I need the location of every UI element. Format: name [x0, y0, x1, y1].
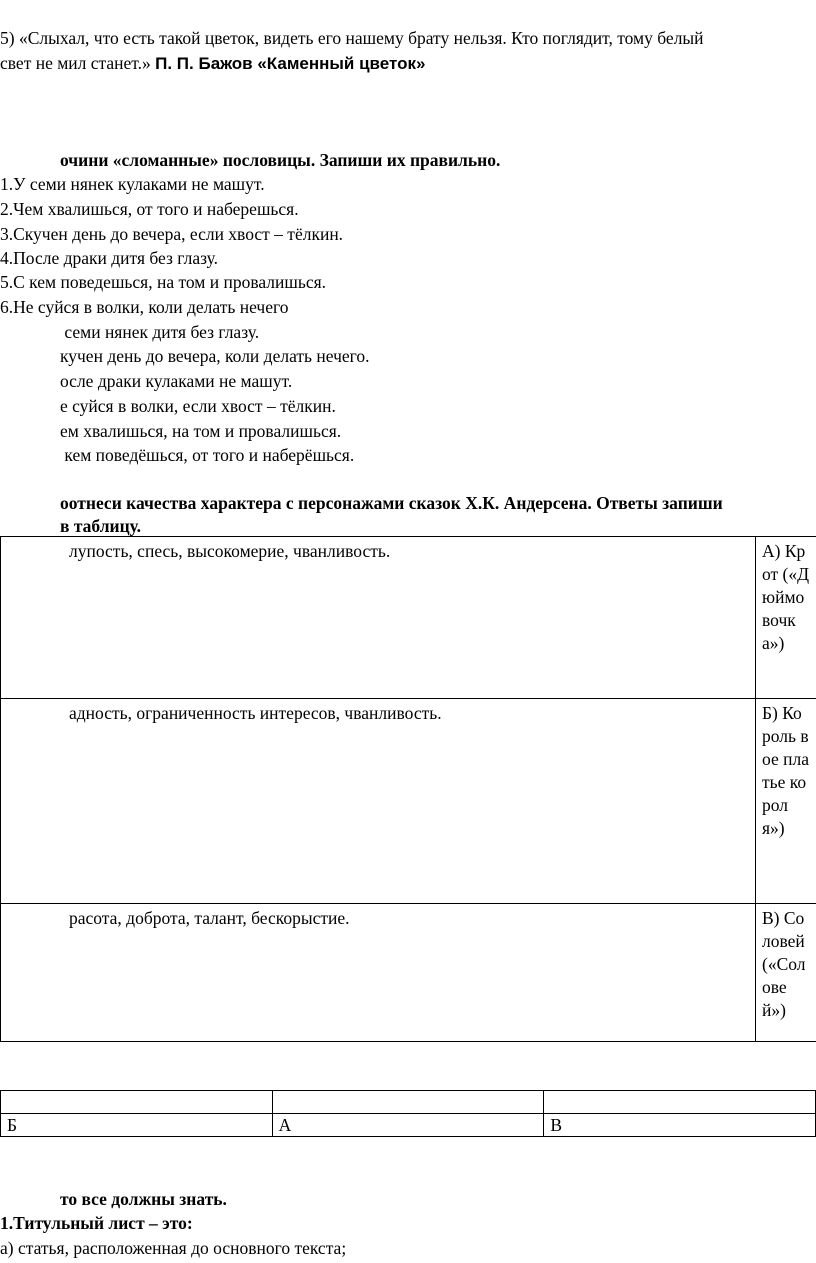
matching-table	[0, 536, 816, 1042]
fixed-proverb: кем поведёшься, от того и наберёшься.	[60, 445, 355, 465]
quiz-option-a: а) статья, расположенная до основного текста;	[0, 1238, 347, 1258]
character-cell	[756, 904, 816, 1042]
fixed-proverb: кучен день до вечера, коли делать нечего.	[60, 346, 370, 366]
quote-text: свет не мил станет.»	[0, 53, 151, 73]
answer-cell[interactable]	[1, 1091, 273, 1114]
quality-cell: лупость, спесь, высокомерие, чванливость.	[1, 537, 756, 699]
quality-cell: адность, ограниченность интересов, чванливость.	[1, 699, 756, 904]
proverbs-heading: очини «сломанные» пословицы. Запиши их правильно.	[60, 150, 501, 170]
broken-proverb: 5.С кем поведешься, на том и провалишься.	[0, 272, 327, 292]
character-cell	[756, 699, 816, 904]
table-row	[1, 1114, 816, 1137]
answer-cell[interactable]	[272, 1091, 544, 1114]
answer-cell: А	[272, 1114, 544, 1137]
quote-line-2	[0, 51, 425, 76]
answer-cell[interactable]	[544, 1091, 816, 1114]
table-row	[1, 904, 816, 1042]
character-label: А) Крот («Дюймовочка»)	[762, 541, 810, 653]
broken-proverb: 1.У семи нянек кулаками не машут.	[0, 174, 265, 194]
quality-cell: расота, доброта, талант, бескорыстие.	[1, 904, 756, 1042]
character-label: Б) Король вое платье короля»)	[762, 703, 809, 838]
table-row	[1, 1091, 816, 1114]
broken-proverb: 3.Скучен день до вечера, если хвост – тёлкин.	[0, 224, 344, 244]
quote-source: П. П. Бажов «Каменный цветок»	[155, 54, 426, 73]
character-cell	[756, 537, 816, 699]
answers-table	[0, 1090, 816, 1137]
quiz-heading: то все должны знать.	[60, 1189, 227, 1209]
broken-proverb: 6.Не суйся в волки, коли делать нечего	[0, 297, 289, 317]
broken-proverb: 2.Чем хвалишься, от того и наберешься.	[0, 199, 299, 219]
quiz-question-1: 1.Титульный лист – это:	[0, 1213, 193, 1233]
answer-cell: В	[544, 1114, 816, 1137]
broken-proverb: 4.После драки дитя без глазу.	[0, 248, 219, 268]
fixed-proverb: е суйся в волки, если хвост – тёлкин.	[60, 396, 336, 416]
matching-heading-line-1: оотнеси качества характера с персонажами сказок Х.К. Андерсена. Ответы запиши	[60, 493, 723, 513]
matching-heading-line-2: в таблицу.	[60, 516, 142, 536]
table-row	[1, 537, 816, 699]
table-row	[1, 699, 816, 904]
fixed-proverb: ем хвалишься, на том и провалишься.	[60, 421, 342, 441]
answer-cell: Б	[1, 1114, 273, 1137]
quote-line-1: 5) «Слыхал, что есть такой цветок, видеть его нашему брату нельзя. Кто поглядит, тому белый	[0, 28, 704, 48]
fixed-proverb: семи нянек дитя без глазу.	[60, 322, 260, 342]
fixed-proverb: осле драки кулаками не машут.	[60, 371, 293, 391]
character-label: В) Соловей («Соловей»)	[762, 908, 806, 1020]
